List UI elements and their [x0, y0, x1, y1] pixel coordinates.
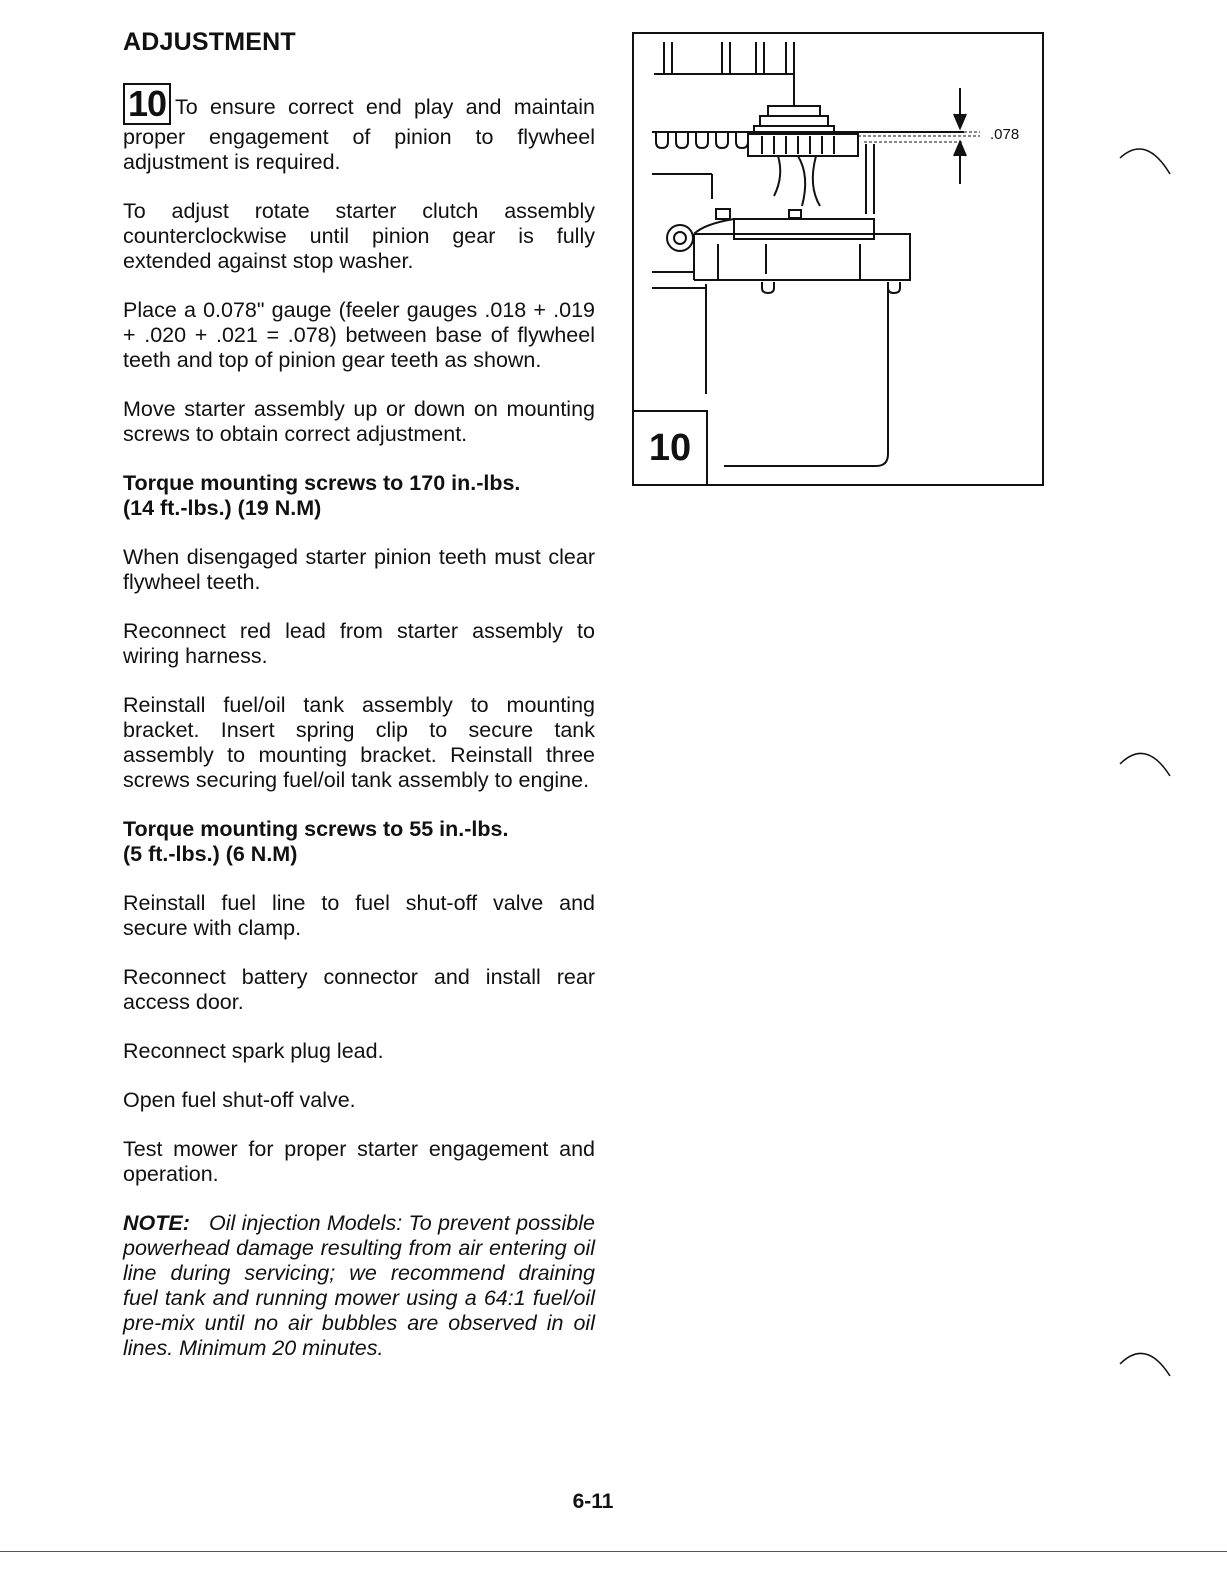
- figure-number: 10: [634, 410, 708, 484]
- footer-rule: [0, 1551, 1227, 1552]
- page-number: 6-11: [572, 1490, 614, 1513]
- para-reconnect-spark-plug: Reconnect spark plug lead.: [123, 1039, 384, 1063]
- step-number-badge: 10: [123, 83, 171, 125]
- section-heading: ADJUSTMENT: [123, 28, 296, 56]
- note-text: Oil injection Models: To prevent possible powerhead damage resulting from air entering oil line during servicing; we recommend draining fuel tank and running mower using a 64:1 fuel/oil pre-mix until no air bubbles are observed in oil lines. Minimum 20 minutes.: [123, 1211, 595, 1360]
- para-reinstall-tank: Reinstall fuel/oil tank assembly to mounting bracket. Insert spring clip to secure tank assembly to mounting bracket. Reinstall three screws securing fuel/oil tank assembly to engine.: [123, 693, 595, 792]
- para-reconnect-red-lead: Reconnect red lead from starter assembly to wiring harness.: [123, 619, 595, 668]
- dimension-label: .078: [990, 126, 1020, 143]
- para-disengaged: When disengaged starter pinion teeth must clear flywheel teeth.: [123, 545, 595, 594]
- figure-starter-diagram: [632, 32, 1044, 486]
- para-rotate-clutch: To adjust rotate starter clutch assembly counterclockwise until pinion gear is fully extended against stop washer.: [123, 199, 595, 273]
- torque-spec-1: [123, 471, 595, 521]
- torque-spec-1-line1: Torque mounting screws to 170 in.-lbs.: [123, 471, 521, 495]
- note-block: [123, 1211, 595, 1361]
- para-test-mower: Test mower for proper starter engagement and operation.: [123, 1137, 595, 1186]
- para-reconnect-battery: Reconnect battery connector and install rear access door.: [123, 965, 595, 1014]
- step-intro: [123, 83, 595, 175]
- note-label: NOTE:: [123, 1211, 190, 1235]
- binding-hole-mark-2: [1116, 742, 1176, 782]
- torque-spec-2-line1: Torque mounting screws to 55 in.-lbs.: [123, 817, 509, 841]
- para-move-starter: Move starter assembly up or down on mounting screws to obtain correct adjustment.: [123, 397, 595, 446]
- torque-spec-2: [123, 817, 595, 867]
- main-text-column: [123, 28, 595, 1361]
- para-reinstall-fuel-line: Reinstall fuel line to fuel shut-off valve and secure with clamp.: [123, 891, 595, 940]
- torque-spec-2-line2: (5 ft.-lbs.) (6 N.M): [123, 842, 298, 866]
- para-open-valve: Open fuel shut-off valve.: [123, 1088, 356, 1112]
- binding-hole-mark-3: [1116, 1342, 1176, 1382]
- torque-spec-1-line2: (14 ft.-lbs.) (19 N.M): [123, 496, 322, 520]
- para-place-gauge: Place a 0.078" gauge (feeler gauges .018 + .019 + .020 + .021 = .078) between base of flywheel teeth and top of pinion gear teeth as shown.: [123, 298, 595, 372]
- binding-hole-mark-1: [1116, 140, 1176, 180]
- para-intro: To ensure correct end play and maintain proper engagement of pinion to flywheel adjustment is required.: [123, 95, 595, 174]
